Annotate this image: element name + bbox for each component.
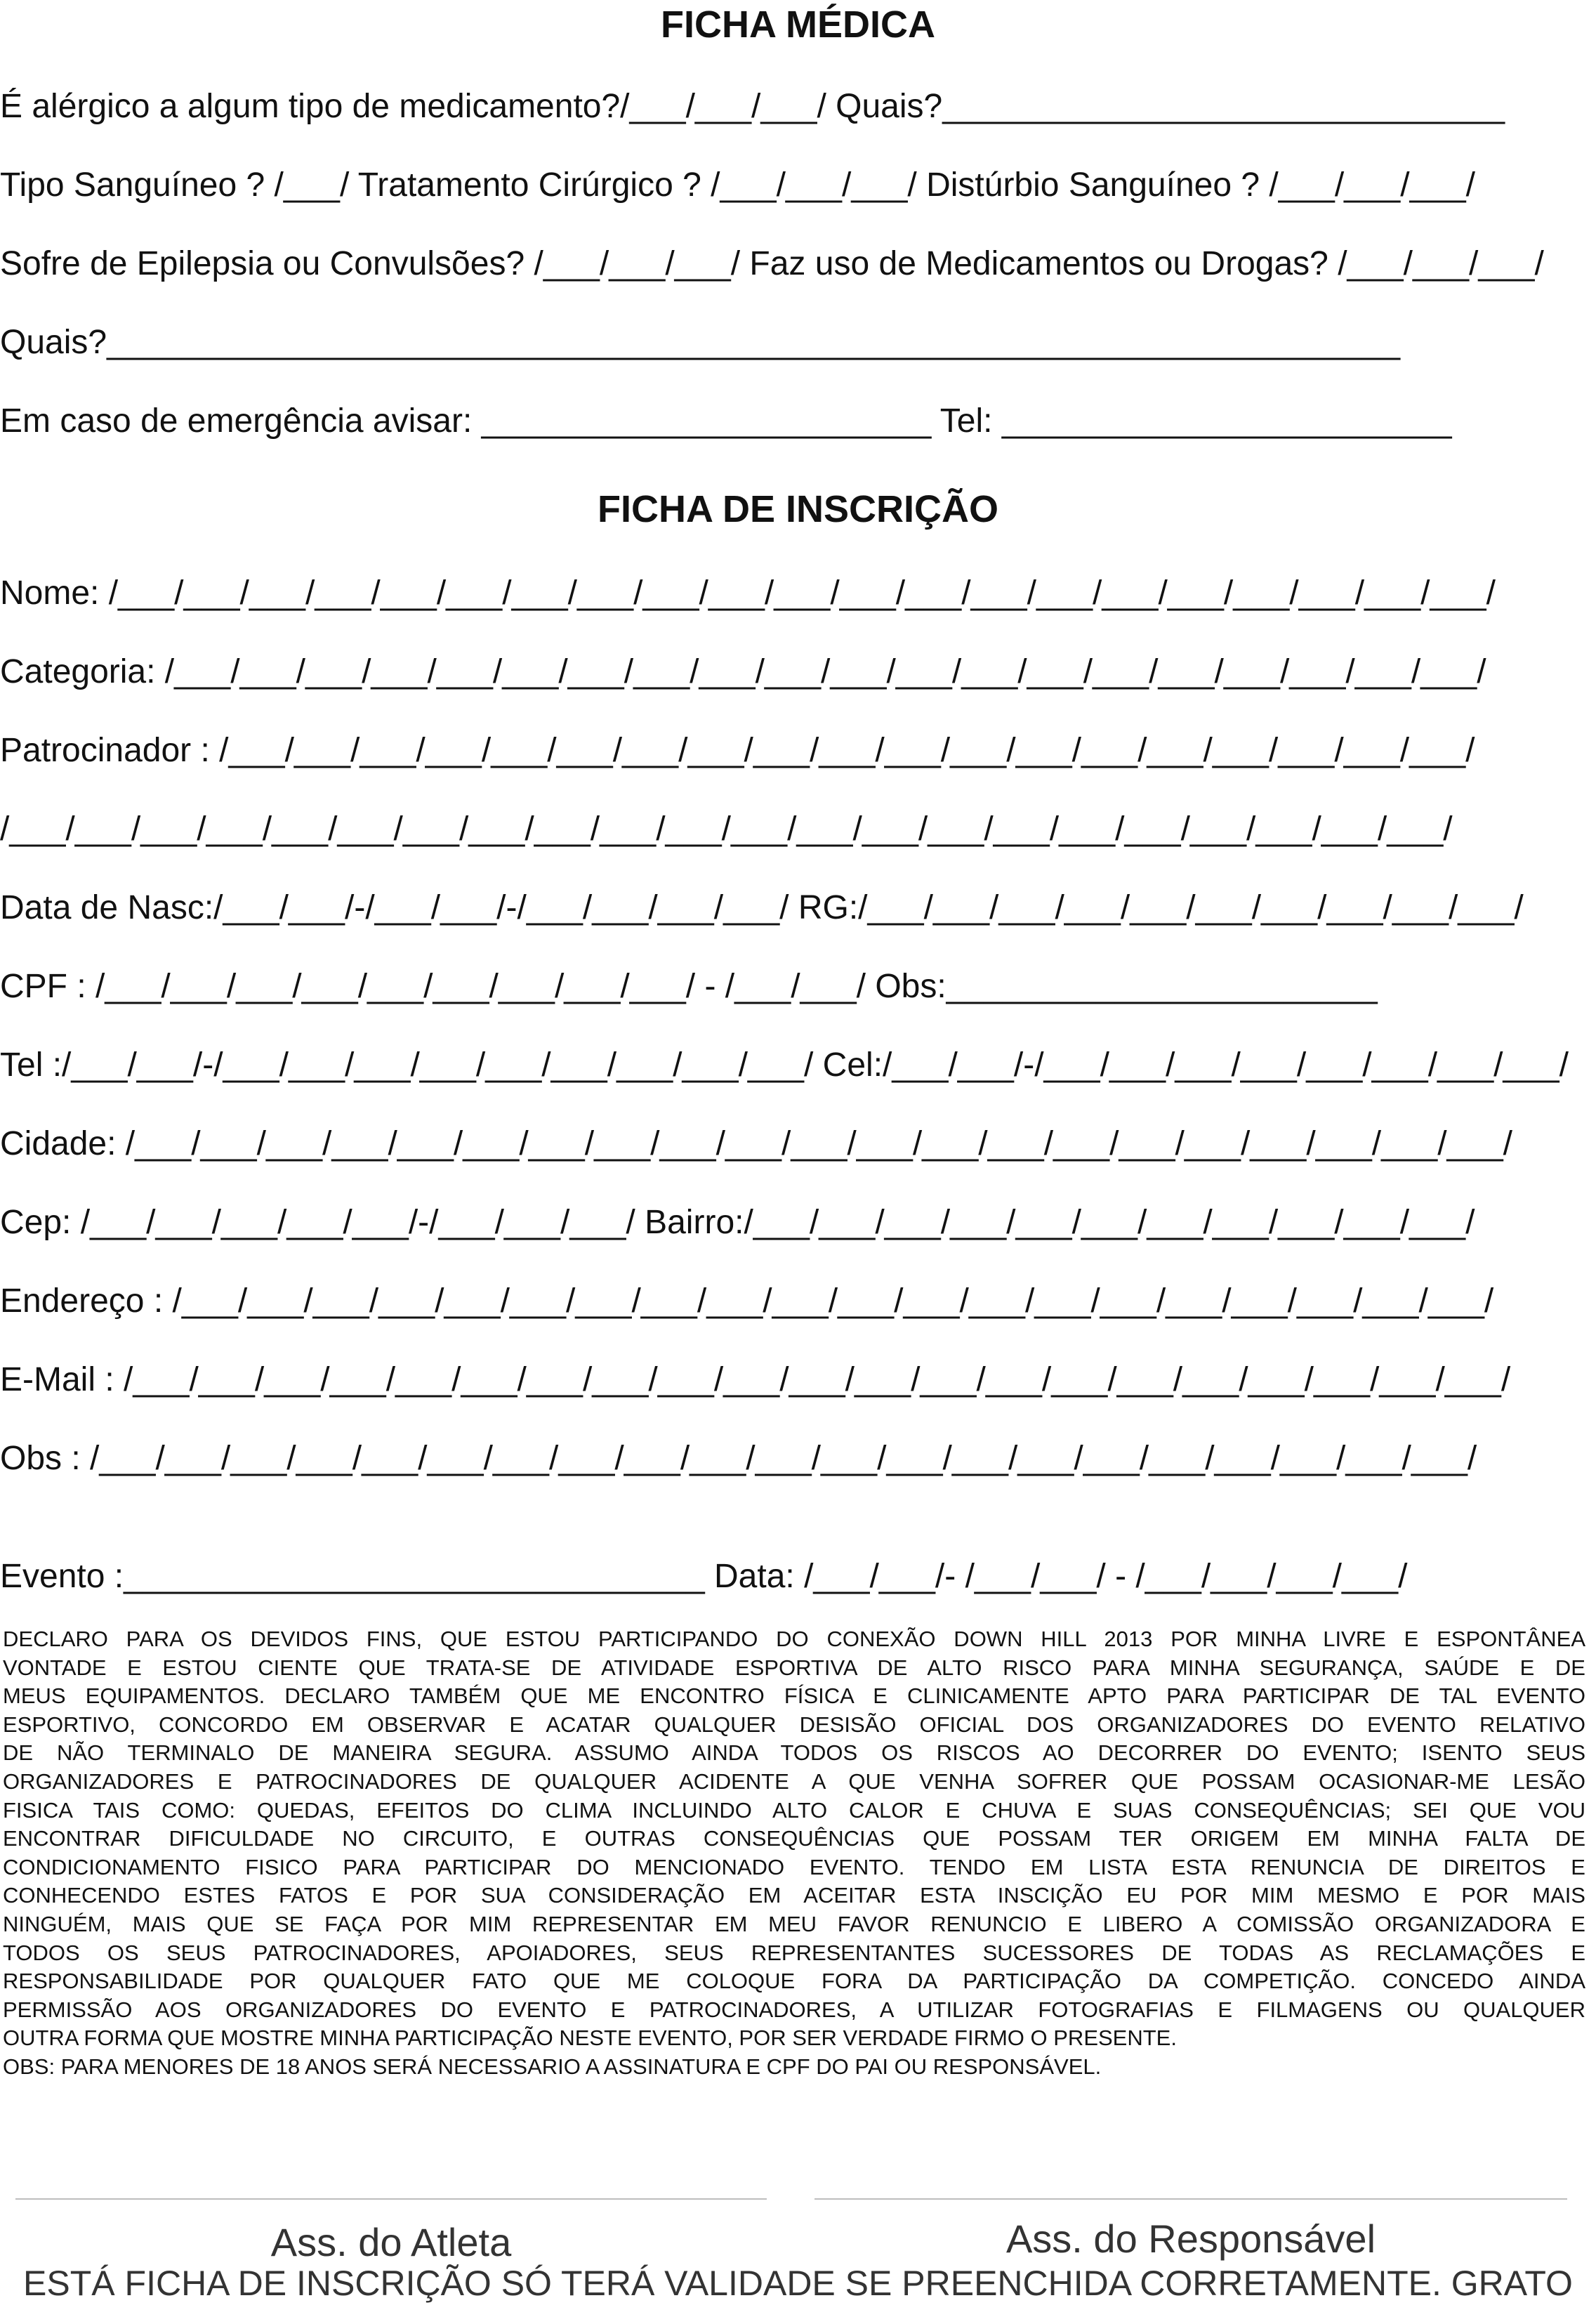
medications-which-field[interactable]: Quais?_____________________________________________________________________: [0, 324, 1401, 361]
declaration-line: RESPONSABILIDADE POR QUALQUER FATO QUE ME COLOQUE FORA DA PARTICIPAÇÃO DA COMPETIÇÃO. CONCEDO AINDA: [3, 1969, 1585, 1994]
category-field[interactable]: Categoria: /___/___/___/___/___/___/___/___/___/___/___/___/___/___/___/___/___/___/___/___/: [0, 653, 1486, 690]
name-field[interactable]: Nome: /___/___/___/___/___/___/___/___/___/___/___/___/___/___/___/___/___/___/___/___/___/: [0, 575, 1496, 612]
declaration-minors-note: OBS: PARA MENORES DE 18 ANOS SERÁ NECESSARIO A ASSINATURA E CPF DO PAI OU RESPONSÁVEL.: [3, 2054, 1102, 2079]
email-field[interactable]: E-Mail : /___/___/___/___/___/___/___/___/___/___/___/___/___/___/___/___/___/___/___/___/___/: [0, 1361, 1511, 1398]
cpf-obs-field[interactable]: CPF : /___/___/___/___/___/___/___/___/___/ - /___/___/ Obs:_______________________: [0, 968, 1378, 1005]
declaration-line: NINGUÉM, MAIS QUE SE FAÇA POR MIM REPRESENTAR EM MEU FAVOR RENUNCIO E LIBERO A COMISSÃO ORGANIZADORA E: [3, 1911, 1585, 1936]
declaration-text: [3, 1625, 1585, 2082]
epilepsy-field[interactable]: Sofre de Epilepsia ou Convulsões? /___/___/___/ Faz uso de Medicamentos ou Drogas? /___/___/___/: [0, 245, 1544, 282]
declaration-line: ESPORTIVO, CONCORDO EM OBSERVAR E ACATAR QUALQUER DESISÃO OFICIAL DOS ORGANIZADORES DO EVENTO RELATIVO: [3, 1712, 1585, 1737]
sponsor-field-continued[interactable]: /___/___/___/___/___/___/___/___/___/___/___/___/___/___/___/___/___/___/___/___/___/___/: [0, 810, 1453, 848]
declaration-line: MEUS EQUIPAMENTOS. DECLARO TAMBÉM QUE ME ENCONTRO FÍSICA E CLINICAMENTE APTO PARA PARTICIPAR DE TAL EVENTO: [3, 1683, 1585, 1709]
declaration-line: ENCONTRAR DIFICULDADE NO CIRCUITO, E OUTRAS CONSEQUÊNCIAS QUE POSSAM TER ORIGEM EM MINHA FALTA DE: [3, 1826, 1585, 1851]
declaration-line: FISICA TAIS COMO: QUEDAS, EFEITOS DO CLIMA INCLUINDO ALTO CALOR E CHUVA E SUAS CONSEQUÊNCIAS; SEI QUE VOU: [3, 1797, 1585, 1823]
guardian-signature-line[interactable]: [815, 2198, 1567, 2200]
blood-type-field[interactable]: Tipo Sanguíneo ? /___/ Tratamento Cirúrgico ? /___/___/___/ Distúrbio Sanguíneo ? /___/___/___/: [0, 166, 1476, 204]
registration-form-title: FICHA DE INSCRIÇÃO: [597, 488, 998, 530]
emergency-contact-field[interactable]: Em caso de emergência avisar: ________________________ Tel: ________________________: [0, 402, 1452, 440]
validity-footer-note: ESTÁ FICHA DE INSCRIÇÃO SÓ TERÁ VALIDADE SE PREENCHIDA CORRETAMENTE. GRATO: [23, 2264, 1573, 2303]
allergy-field[interactable]: É alérgico a algum tipo de medicamento?/___/___/___/ Quais?______________________________: [0, 88, 1505, 125]
declaration-line: OUTRA FORMA QUE MOSTRE MINHA PARTICIPAÇÃO NESTE EVENTO, POR SER VERDADE FIRMO O PRESENTE.: [3, 2026, 1177, 2051]
sponsor-field[interactable]: Patrocinador : /___/___/___/___/___/___/___/___/___/___/___/___/___/___/___/___/___/___/___/: [0, 732, 1475, 769]
declaration-line: DE NÃO TERMINALO DE MANEIRA SEGURA. ASSUMO AINDA TODOS OS RISCOS AO DECORRER DO EVENTO; ISENTO SEUS: [3, 1740, 1585, 1766]
obs-field[interactable]: Obs : /___/___/___/___/___/___/___/___/___/___/___/___/___/___/___/___/___/___/___/___/___/: [0, 1440, 1477, 1477]
declaration-line: TODOS OS SEUS PATROCINADORES, APOIADORES, SEUS REPRESENTANTES SUCESSORES DE TODAS AS RECLAMAÇÕES E: [3, 1940, 1585, 1965]
athlete-signature-label: Ass. do Atleta: [270, 2220, 512, 2264]
declaration-line: CONDICIONAMENTO FISICO PARA PARTICIPAR DO MENCIONADO EVENTO. TENDO EM LISTA ESTA RENUNCIA DE DIREITOS E: [3, 1854, 1585, 1879]
phone-field[interactable]: Tel :/___/___/-/___/___/___/___/___/___/___/___/___/ Cel:/___/___/-/___/___/___/___/___/___/___/___/: [0, 1046, 1569, 1084]
declaration-line: VONTADE E ESTOU CIENTE QUE TRATA-SE DE ATIVIDADE ESPORTIVA DE ALTO RISCO PARA MINHA SEGURANÇA, SAÚDE E DE: [3, 1655, 1585, 1680]
declaration-line: PERMISSÃO AOS ORGANIZADORES DO EVENTO E PATROCINADORES, A UTILIZAR FOTOGRAFIAS E FILMAGENS OU QUALQUER: [3, 1997, 1585, 2022]
event-date-field[interactable]: Evento :_______________________________ Data: /___/___/- /___/___/ - /___/___/___/___/: [0, 1558, 1408, 1595]
declaration-line: DECLARO PARA OS DEVIDOS FINS, QUE ESTOU PARTICIPANDO DO CONEXÃO DOWN HILL 2013 POR MINHA LIVRE E ESPONTÂNEA: [3, 1627, 1585, 1651]
medical-form-title: FICHA MÉDICA: [661, 4, 935, 46]
guardian-signature-label: Ass. do Responsável: [1005, 2217, 1376, 2261]
address-field[interactable]: Endereço : /___/___/___/___/___/___/___/___/___/___/___/___/___/___/___/___/___/___/___/___/: [0, 1282, 1494, 1320]
declaration-line: ORGANIZADORES E PATROCINADORES DE QUALQUER ACIDENTE A QUE VENHA SOFRER QUE POSSAM OCASIONAR-ME LESÃO: [3, 1768, 1585, 1794]
cep-neighborhood-field[interactable]: Cep: /___/___/___/___/___/-/___/___/___/ Bairro:/___/___/___/___/___/___/___/___/___/___/___/: [0, 1204, 1475, 1241]
declaration-line: CONHECENDO ESTES FATOS E POR SUA CONSIDERAÇÃO EM ACEITAR ESTA INSCIÇÃO EU POR MIM MESMO E POR MAIS: [3, 1883, 1585, 1908]
birth-date-rg-field[interactable]: Data de Nasc:/___/___/-/___/___/-/___/___/___/___/ RG:/___/___/___/___/___/___/___/___/___/___/: [0, 889, 1524, 926]
athlete-signature-line[interactable]: [15, 2198, 767, 2200]
city-field[interactable]: Cidade: /___/___/___/___/___/___/___/___/___/___/___/___/___/___/___/___/___/___/___/___/___/: [0, 1125, 1512, 1162]
